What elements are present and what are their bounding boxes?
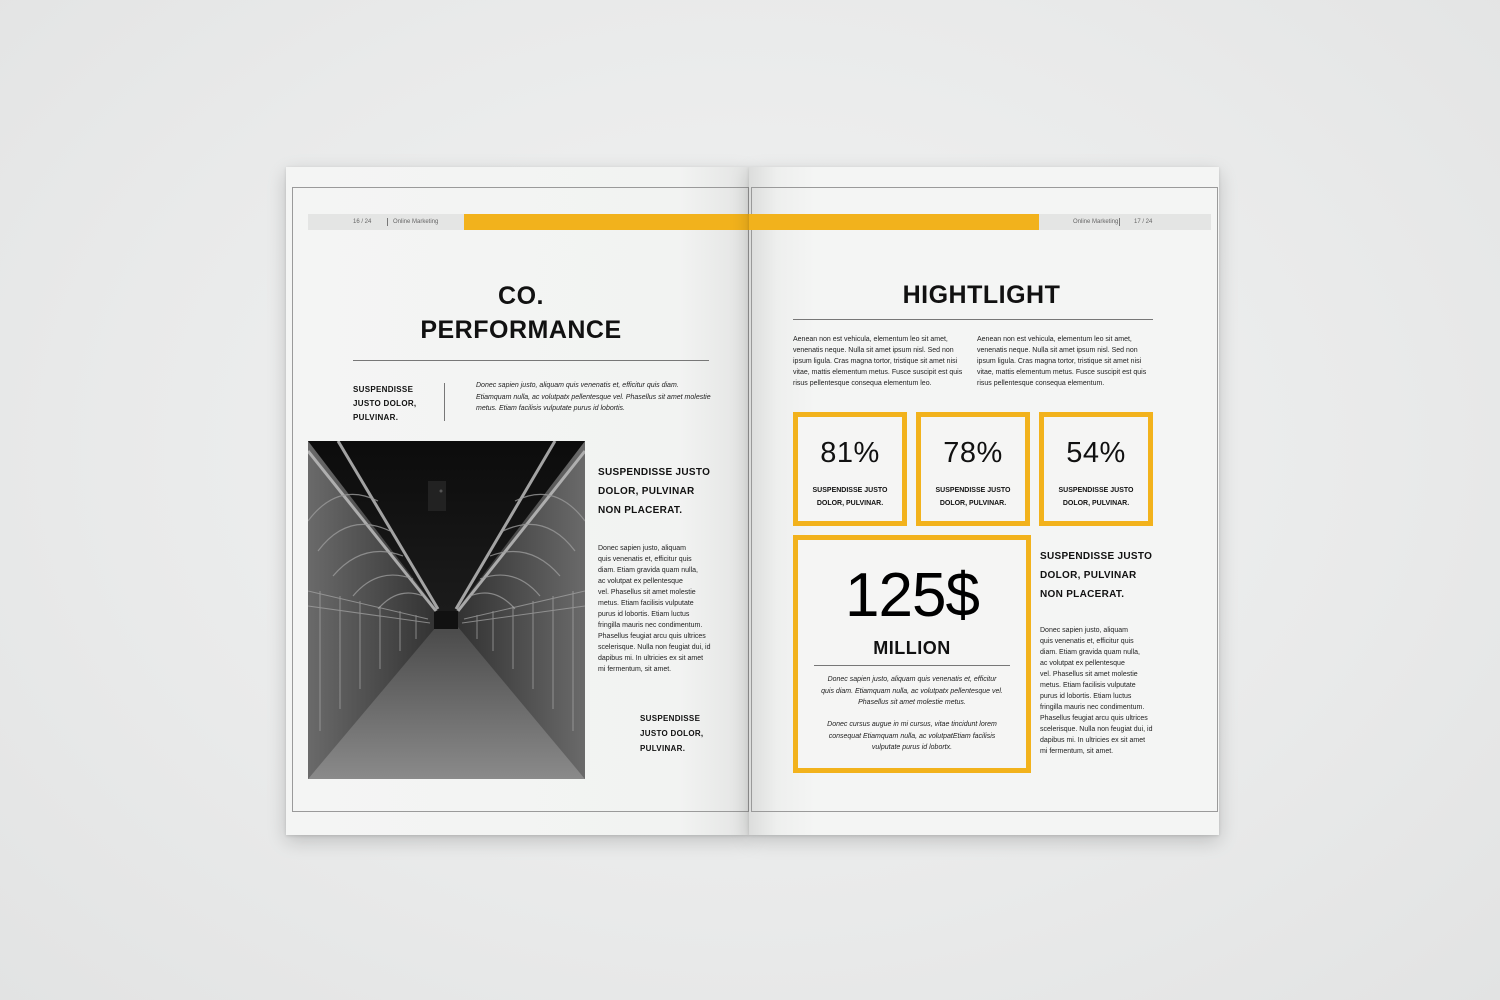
big-stat-value: 125$	[845, 561, 979, 630]
side-heading: SUSPENDISSE JUSTO DOLOR, PULVINAR NON PLACERAT.	[1040, 551, 1153, 600]
right-page	[749, 167, 1219, 835]
stat-caption: SUSPENDISSE JUSTO DOLOR, PULVINAR.	[1058, 487, 1134, 507]
stat-caption: SUSPENDISSE JUSTO DOLOR, PULVINAR.	[935, 487, 1011, 507]
stat-value: 78%	[943, 437, 1003, 469]
stat-card	[1039, 412, 1153, 526]
stat-value: 54%	[1066, 437, 1126, 469]
stat-card	[793, 412, 907, 526]
big-stat-para-2: Donec cursus augue in mi cursus, vitae tincidunt lorem consequat Etiamquam nulla, ac volutpatEtiam facilisis vulputate purus id lobortx.	[827, 721, 997, 751]
tunnel-photo	[308, 441, 585, 779]
header-divider	[1119, 218, 1120, 226]
section-label: Online Marketing	[1073, 219, 1119, 225]
side-heading: SUSPENDISSE JUSTO DOLOR, PULVINAR NON PLACERAT.	[598, 467, 711, 516]
stat-caption: SUSPENDISSE JUSTO DOLOR, PULVINAR.	[812, 487, 888, 507]
big-stat-card	[793, 535, 1031, 773]
page-number: 17 / 24	[1134, 219, 1153, 225]
bottom-heading: SUSPENDISSE JUSTO DOLOR, PULVINAR.	[640, 714, 704, 753]
stat-card	[916, 412, 1030, 526]
side-body-text: Donec sapien justo, aliquam quis venenatis et, efficitur quis diam. Etiam gravida quam nulla, ac volutpat ex pellentesque vel. Phasellus sit amet molestie metus. Etiam facilisis vulputate purus id lobortis. Etiam luctus fringilla mauris nec condimentum. Phasellus feugiat arcu quis ultrices scelerisque. Nulla non feugiat dui, id dapibus mi. In ultricies ex sit amet mi fermentum, sit amet.	[598, 545, 711, 673]
page-title: HIGHTLIGHT	[902, 281, 1061, 309]
vertical-divider	[444, 383, 445, 421]
intro-column-1: Aenean non est vehicula, elementum leo sit amet, venenatis neque. Nulla sit amet ipsum nisl. Sed non ipsum ligula. Cras magna tortor, tristique sit amet nisi vitae, mattis elementum metus. Fusce suscipit est quis risus pellentesque consequa elementum leo.	[793, 336, 963, 387]
big-stat-rule	[814, 665, 1010, 666]
intro-column-2: Aenean non est vehicula, elementum leo sit amet, venenatis neque. Nulla sit amet ipsum nisl. Sed non ipsum ligula. Cras magna tortor, tristique sit amet nisi vitae, mattis elementum metus. Fusce suscipit est quis risus pellentesque consequa elementum.	[977, 336, 1147, 387]
left-page	[286, 167, 749, 835]
page-title: CO. PERFORMANCE	[420, 282, 622, 344]
big-stat-para-1: Donec sapien justo, aliquam quis venenatis et, efficitur quis diam. Etiamquam nulla, ac volutpatx pellentesque vel. Phasellus sit amet molestie metus.	[821, 676, 1003, 706]
subheading: SUSPENDISSE JUSTO DOLOR, PULVINAR.	[353, 385, 417, 422]
header-divider	[387, 218, 388, 226]
stat-value: 81%	[820, 437, 880, 469]
side-body-text: Donec sapien justo, aliquam quis venenatis et, efficitur quis diam. Etiam gravida quam nulla, ac volutpat ex pellentesque vel. Phasellus sit amet molestie metus. Etiam facilisis vulputate purus id lobortis. Etiam luctus fringilla mauris nec condimentum. Phasellus feugiat arcu quis ultrices scelerisque. Nulla non feugiat dui, id dapibus mi. In ultricies ex sit amet mi fermentum, sit amet.	[1040, 627, 1153, 755]
header-accent-bar	[749, 214, 1039, 230]
intro-text: Donec sapien justo, aliquam quis venenatis et, efficitur quis diam. Etiamquam nulla, ac volutpatx pellentesque vel. Phasellus sit amet molestie metus. Etiam facilisis vulputate purus id lobortis.	[476, 382, 711, 412]
title-rule	[353, 360, 709, 361]
section-label: Online Marketing	[393, 219, 439, 225]
header-accent-bar	[464, 214, 749, 230]
big-stat-unit: MILLION	[873, 638, 951, 658]
page-number: 16 / 24	[353, 219, 372, 225]
title-rule	[793, 319, 1153, 320]
